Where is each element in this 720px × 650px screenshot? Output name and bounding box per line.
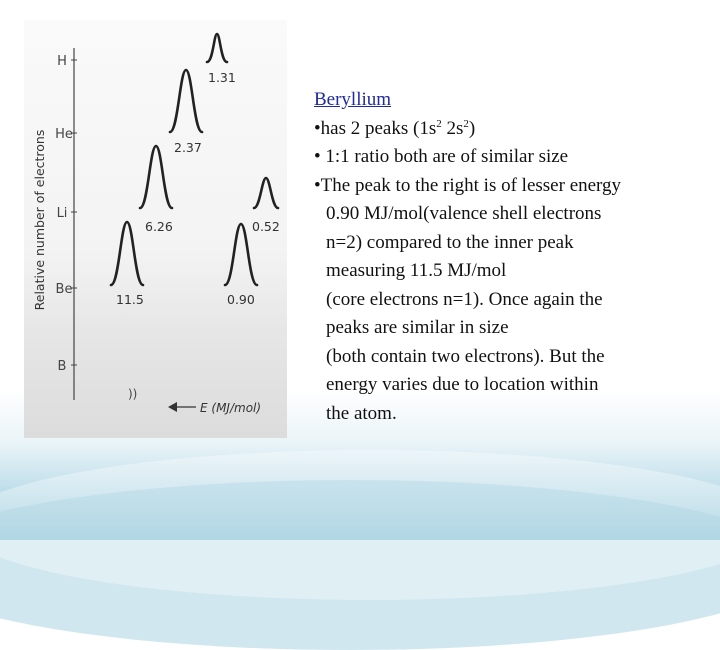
bullet-peaks [314,115,714,144]
background-wave-highlight [0,450,720,600]
element-label-he: He [55,127,73,142]
bullet-ratio: • 1:1 ratio both are of similar size [314,146,569,167]
bullet-energy: •The peak to the right is of lesser energy [314,174,622,196]
y-axis-label: Relative number of electrons [32,129,47,311]
pes-spectrum-figure [24,20,287,438]
text-line: 0.90 MJ/mol(valence shell electrons [326,203,602,224]
peak-he-1s [170,70,202,132]
element-label-be: Be [55,282,73,297]
peak-label-he: 2.37 [174,140,202,155]
left-arrow-icon [168,402,177,412]
text-line: peaks are similar in size [326,317,509,338]
bullet-text: ) [468,117,476,139]
superscript: 2 [463,117,469,130]
bullet-text: 2s [441,117,464,139]
peak-be-1s [111,222,143,285]
peak-li-2s [254,178,278,208]
text-line: (core electrons n=1). Once again the [326,288,603,310]
x-axis-label: E (MJ/mol) [200,401,262,415]
slide-text [314,86,714,428]
peak-label-li-1s: 6.26 [145,219,173,234]
element-label-li: Li [56,206,68,221]
text-line: n=2) compared to the inner peak [326,231,574,253]
peak-label-be-2s: 0.90 [227,292,255,307]
text-line: the atom. [326,402,397,424]
peak-label-be-1s: 11.5 [116,292,144,307]
element-label-b: B [57,359,67,374]
text-line: (both contain two electrons). But the [326,345,605,367]
text-line: measuring 11.5 MJ/mol [326,260,507,281]
peak-label-h: 1.31 [208,70,236,85]
axis-break-mark: )) [128,387,138,401]
peak-li-1s [140,146,172,208]
peak-label-li-2s: 0.52 [252,219,280,234]
pes-spectrum-svg [24,20,287,438]
element-label-h: H [57,54,67,69]
superscript: 2 [436,117,442,130]
bullet-text: •has 2 peaks (1s [314,117,437,139]
text-line: energy varies due to location within [326,374,599,395]
peak-h-1s [207,34,227,62]
slide-title: Beryllium [314,89,392,110]
